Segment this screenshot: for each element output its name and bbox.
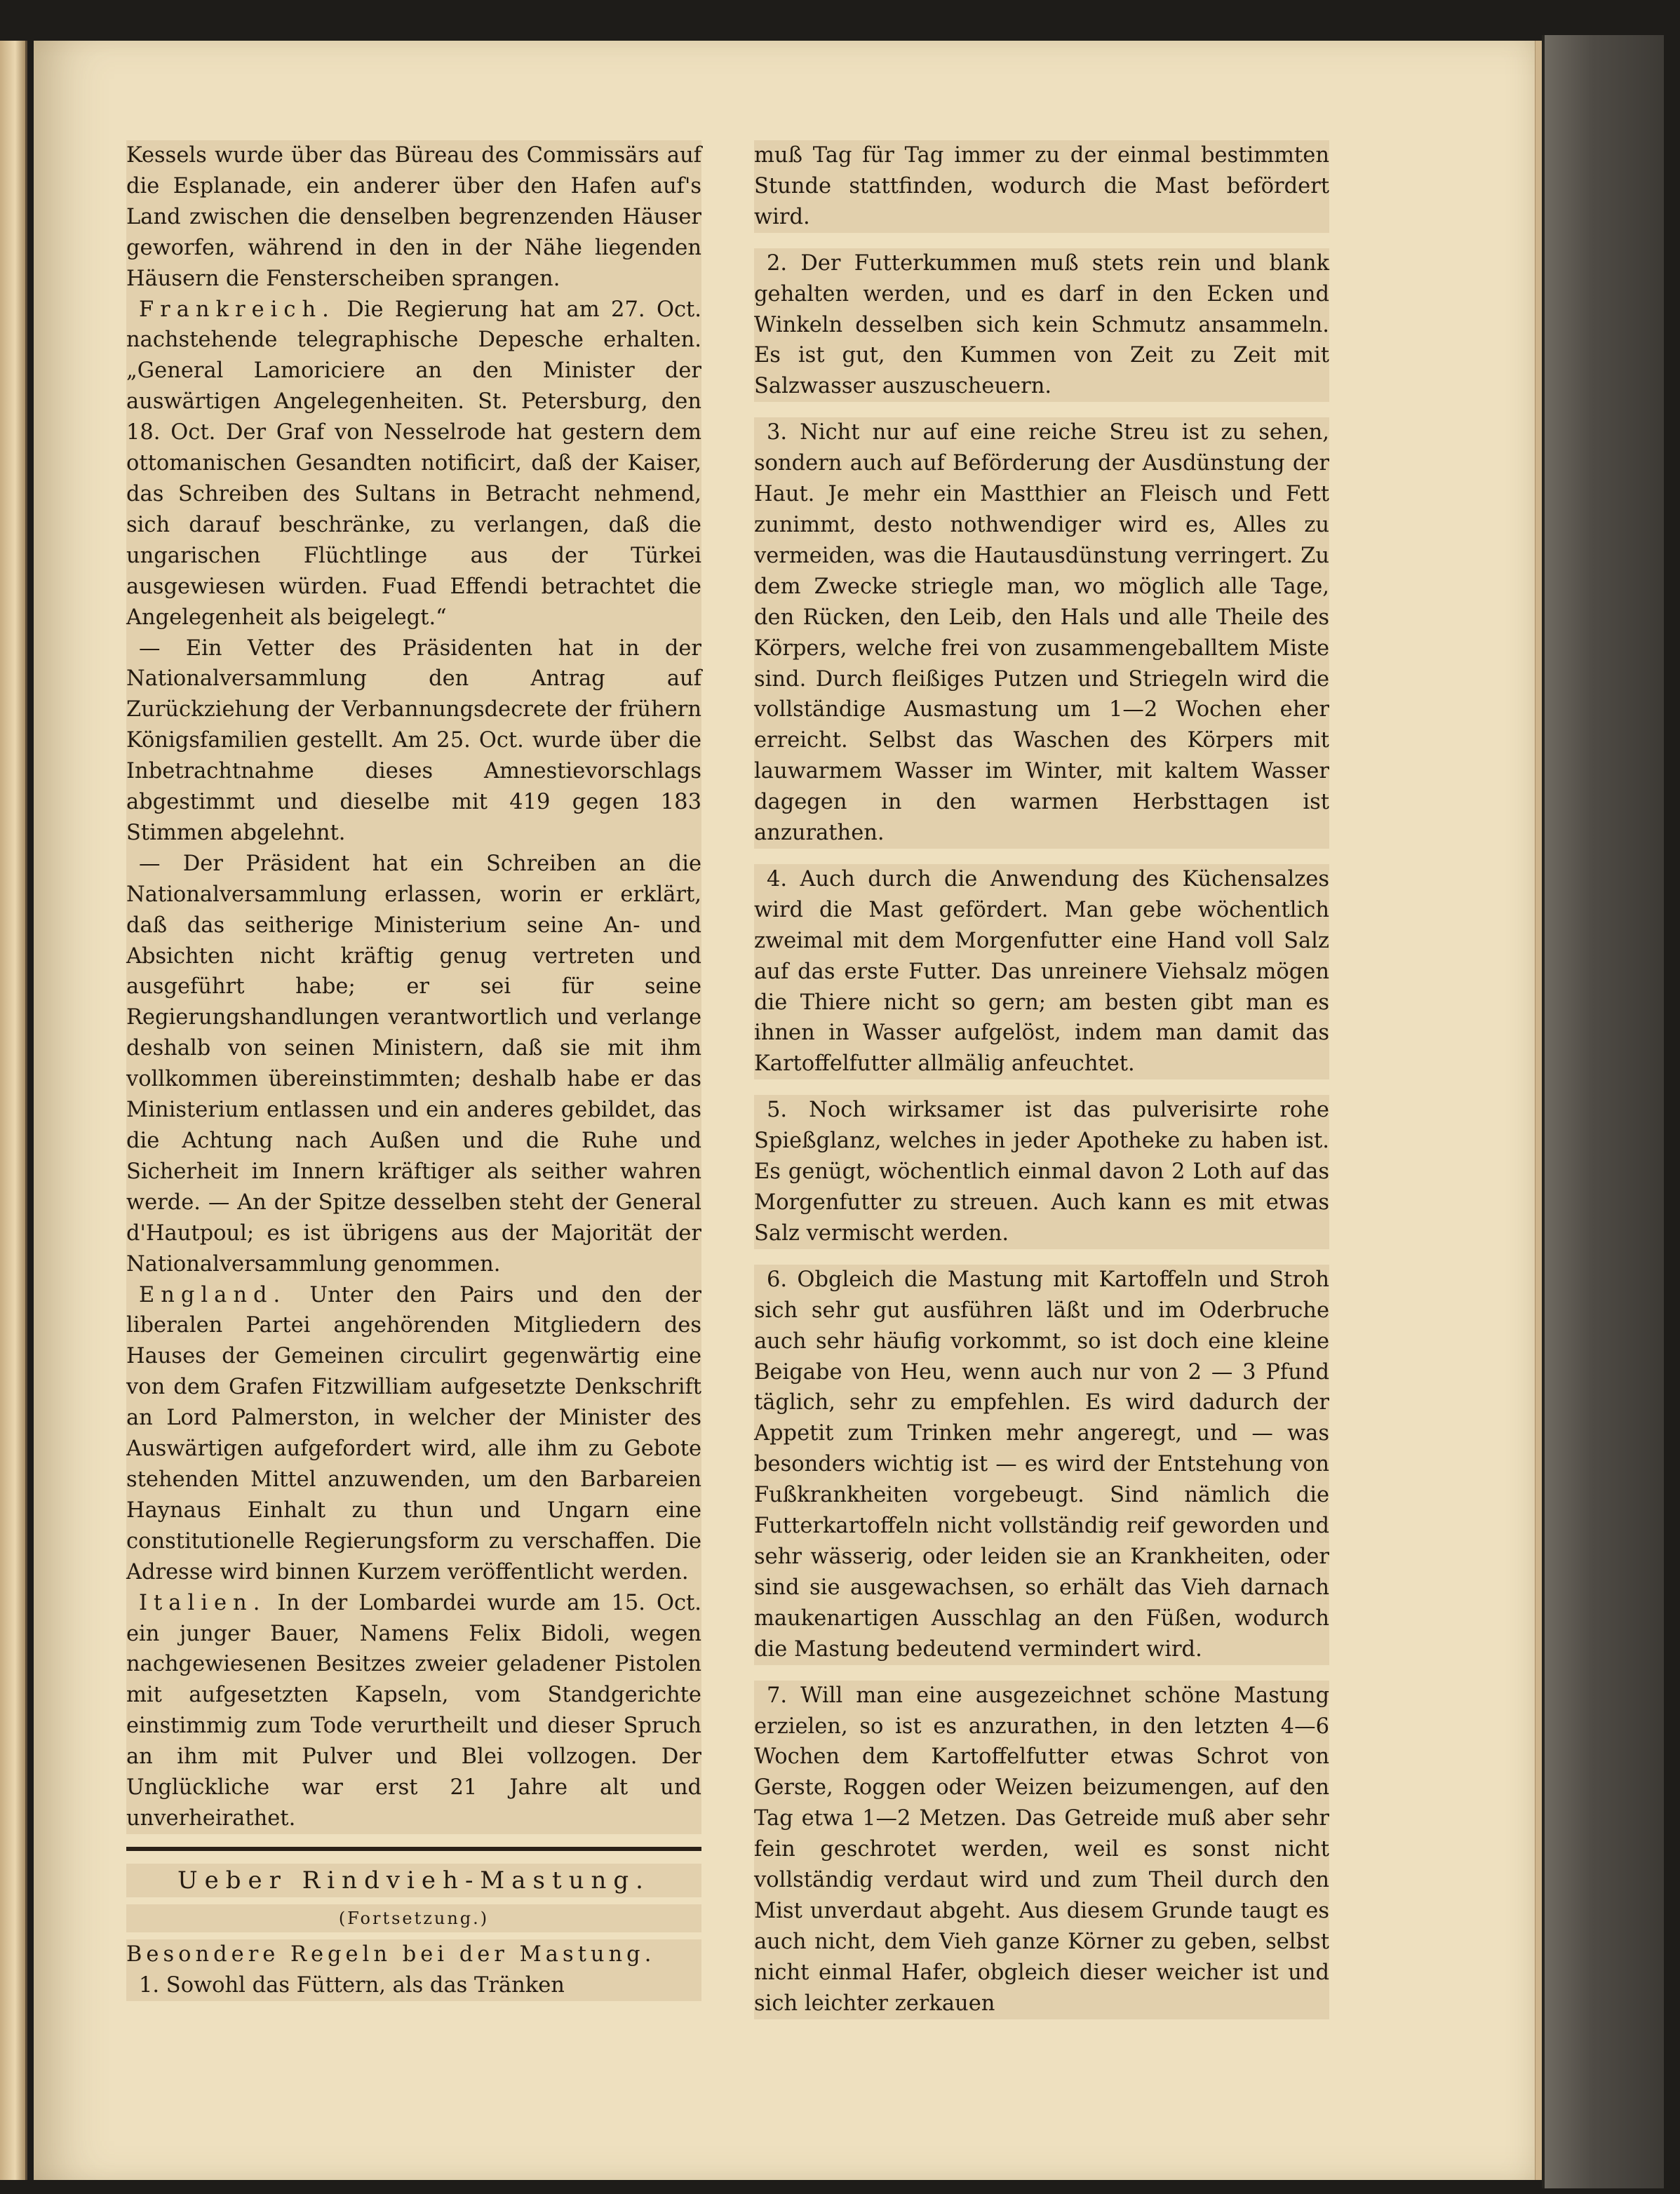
article-heading: Ueber Rindvieh-Mastung. [126, 1864, 701, 1897]
article-paragraph: England. Unter den Pairs und den der liberalen Partei angehörenden Mitgliedern des Hauses der Gemeinen circulirt gegenwärtig eine von dem Grafen Fitzwilliam aufgesetzte Denkschrift an Lord Palmerston, in welcher der Minister des Auswärtigen aufgefordert wird, alle ihm zu Gebote stehenden Mittel anzuwenden, um den Barbareien Haynaus Einhalt zu thun und Ungarn eine constitutionelle Regierungsform zu verschaffen. Die Adresse wird binnen Kurzem veröffentlicht werden. [126, 1280, 701, 1588]
book-cover [1542, 35, 1664, 2188]
previous-page-edge [0, 41, 27, 2180]
rule-item: 6. Obgleich die Mastung mit Kartoffeln und Stroh sich sehr gut ausführen läßt und im Oderbruche auch sehr häufig vorkommt, so ist doch eine kleine Beigabe von Heu, wenn auch nur von 2 — 3 Pfund täglich, sehr zu empfehlen. Es wird dadurch der Appetit zum Trinken mehr angeregt, und — was besonders wichtig ist — es wird der Entstehung von Fußkrankheiten vorgebeugt. Sind nämlich die Futterkartoffeln nicht vollständig reif geworden und sehr wässerig, oder leiden sie an Krankheiten, oder sind sie ausgewachsen, so erhält das Vieh darnach maukenartigen Ausschlag an den Füßen, wodurch die Mastung bedeutend vermindert wird. [754, 1265, 1329, 1665]
rule-item: 3. Nicht nur auf eine reiche Streu ist zu sehen, sondern auch auf Beförderung der Ausdünstung der Haut. Je mehr ein Mastthier an Fleisch und Fett zunimmt, desto nothwendiger wird es, Alles zu vermeiden, was die Hautausdünstung verringert. Zu dem Zwecke striegle man, wo möglich alle Tage, den Rücken, den Leib, den Hals und alle Theile des Körpers, welche frei von zusammengeballtem Miste sind. Durch fleißiges Putzen und Striegeln wird die vollständige Ausmastung um 1—2 Wochen eher erreicht. Selbst das Waschen des Körpers mit lauwarmem Wasser im Winter, mit kaltem Wasser dagegen in den warmen Herbsttagen ist anzurathen. [754, 417, 1329, 849]
rule-item: 5. Noch wirksamer ist das pulverisirte rohe Spießglanz, welches in jeder Apotheke zu haben ist. Es genügt, wöchentlich einmal davon 2 Loth auf das Morgenfutter zu streuen. Auch kann es mit etwas Salz vermischt werden. [754, 1095, 1329, 1249]
article-subheading: (Fortsetzung.) [126, 1904, 701, 1932]
article-paragraph: — Der Präsident hat ein Schreiben an die Nationalversammlung erlassen, worin er erklärt, daß das seitherige Ministerium seine An- und Absichten nicht kräftig genug vertreten und ausgeführt habe; er sei für seine Regierungshandlungen verantwortlich und verlange deshalb von seinen Ministern, daß sie mit ihm vollkommen übereinstimmten; deshalb habe er das Ministerium entlassen und ein anderes gebildet, das die Achtung nach Außen und die Ruhe und Sicherheit im Innern kräftiger als seither wahren werde. — An der Spitze desselben steht der General d'Hautpoul; es ist übrigens aus der Majorität der Nationalversammlung genommen. [126, 849, 701, 1280]
article-paragraph: Kessels wurde über das Büreau des Commissärs auf die Esplanade, ein anderer über den Hafen auf's Land zwischen die denselben begrenzenden Häuser geworfen, während in den in der Nähe liegenden Häusern die Fensterscheiben sprangen. [126, 140, 701, 295]
rules-heading: Besondere Regeln bei der Mastung. [126, 1939, 701, 1970]
rule-item: 7. Will man eine ausgezeichnet schöne Mastung erzielen, so ist es anzurathen, in den letzten 4—6 Wochen dem Kartoffelfutter etwas Schrot von Gerste, Roggen oder Weizen beizumengen, auf den Tag etwa 1—2 Metzen. Das Getreide muß aber sehr fein geschrotet werden, weil es sonst nicht vollständig verdaut wird und zum Theil durch den Mist unverdaut abgeht. Aus diesem Grunde taugt es auch nicht, dem Vieh ganze Körner zu geben, selbst nicht einmal Hafer, obgleich dieser weicher ist und sich leichter zerkauen [754, 1681, 1329, 2019]
article-paragraph: Frankreich. Die Regierung hat am 27. Oct. nachstehende telegraphische Depesche erhalten. „General Lamoriciere an den Minister der auswärtigen Angelegenheiten. St. Petersburg, den 18. Oct. Der Graf von Nesselrode hat gestern dem ottomanischen Gesandten notificirt, daß der Kaiser, das Schreiben des Sultans in Betracht nehmend, sich darauf beschränke, zu verlangen, daß die ungarischen Flüchtlinge aus der Türkei ausgewiesen würden. Fuad Effendi betrachtet die Angelegenheit als beigelegt.“ [126, 295, 701, 633]
section-country-label: Italien. [139, 1590, 267, 1615]
rule-item: 4. Auch durch die Anwendung des Küchensalzes wird die Mast gefördert. Man gebe wöchentlich zweimal mit dem Morgenfutter eine Hand voll Salz auf das erste Futter. Das unreinere Viehsalz mögen die Thiere nicht so gern; am besten gibt man es ihnen in Wasser aufgelöst, indem man damit das Kartoffelfutter allmälig anfeuchtet. [754, 864, 1329, 1079]
rule-item: 1. Sowohl das Füttern, als das Tränken [126, 1970, 701, 2001]
section-country-label: Frankreich. [139, 297, 335, 322]
section-country-label: England. [139, 1282, 287, 1307]
section-divider [126, 1847, 701, 1851]
rule-item: muß Tag für Tag immer zu der einmal bestimmten Stunde stattfinden, wodurch die Mast befördert wird. [754, 140, 1329, 233]
rule-item: 2. Der Futterkummen muß stets rein und blank gehalten werden, und es darf in den Ecken und Winkeln desselben sich kein Schmutz ansammeln. Es ist gut, den Kummen von Zeit zu Zeit mit Salzwasser auszuscheuern. [754, 248, 1329, 403]
article-paragraph: Italien. In der Lombardei wurde am 15. Oct. ein junger Bauer, Namens Felix Bidoli, wegen nachgewiesenen Besitzes zweier geladener Pistolen mit aufgesetzten Kapseln, vom Standgerichte einstimmig zum Tode verurtheilt und dieser Spruch an ihm mit Pulver und Blei vollzogen. Der Unglückliche war erst 21 Jahre alt und unverheirathet. [126, 1588, 701, 1834]
left-column [126, 140, 701, 2001]
right-column [754, 140, 1329, 2019]
article-paragraph: — Ein Vetter des Präsidenten hat in der Nationalversammlung den Antrag auf Zurückziehung der Verbannungsdecrete der frühern Königsfamilien gestellt. Am 25. Oct. wurde über die Inbetrachtnahme dieses Amnestievorschlags abgestimmt und dieselbe mit 419 gegen 183 Stimmen abgelehnt. [126, 633, 701, 849]
